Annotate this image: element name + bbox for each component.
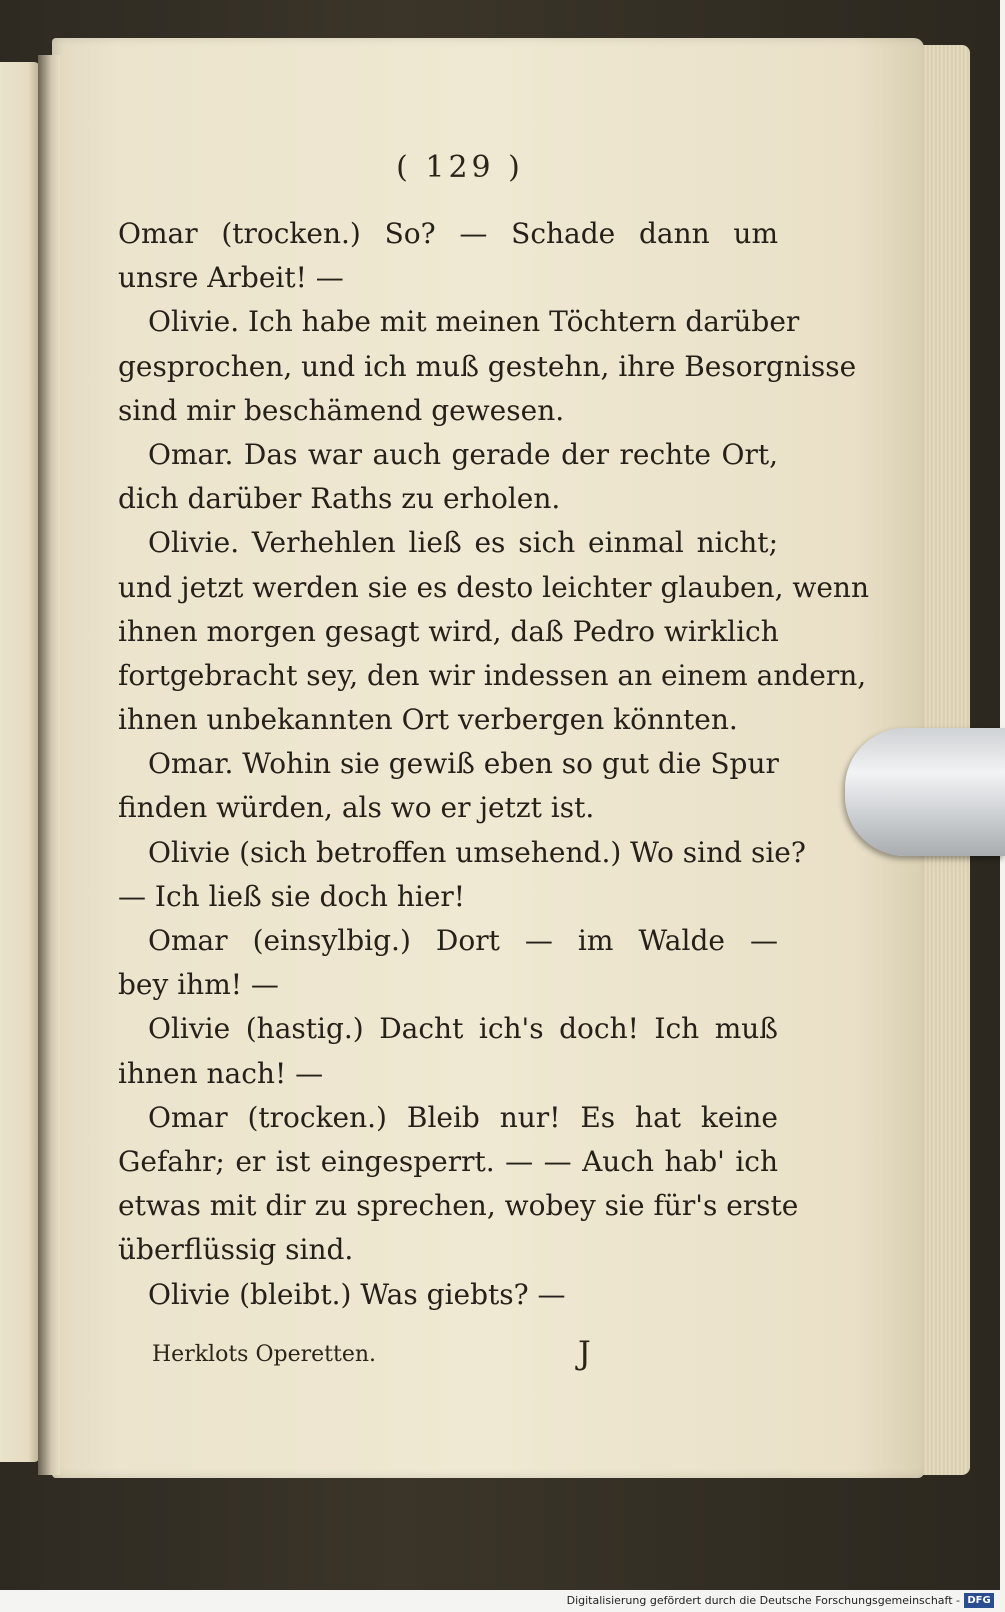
digitization-credit: Digitalisierung gefördert durch die Deutsche Forschungsgemeinschaft - bbox=[566, 1594, 960, 1607]
text-line: — Ich ließ sie doch hier! bbox=[118, 879, 466, 913]
signature-line: Herklots Operetten. bbox=[152, 1342, 376, 1367]
text-line: Olivie. Verhehlen ließ es sich einmal nicht; bbox=[148, 526, 778, 560]
page-text bbox=[118, 212, 869, 1317]
text-line: Gefahr; er ist eingesperrt. — — Auch hab' ich bbox=[118, 1144, 778, 1178]
page-number-header: ( 129 ) bbox=[396, 150, 524, 185]
text-line: Omar. Wohin sie gewiß eben so gut die Spur bbox=[148, 747, 779, 781]
text-line: Omar (trocken.) Bleib nur! Es hat keine bbox=[148, 1100, 778, 1134]
text-line: Omar (trocken.) So? — Schade dann um bbox=[118, 217, 778, 250]
text-line: etwas mit dir zu sprechen, wobey sie für's erste bbox=[118, 1189, 799, 1223]
text-line: Omar. Das war auch gerade der rechte Ort, bbox=[148, 437, 778, 471]
text-line: Omar (einsylbig.) Dort — im Walde — bbox=[148, 924, 778, 957]
text-line: ihnen morgen gesagt wird, daß Pedro wirklich bbox=[118, 614, 779, 648]
text-line: und jetzt werden sie es desto leichter glauben, wenn bbox=[118, 570, 869, 604]
text-line: fortgebracht sey, den wir indessen an einem andern, bbox=[118, 658, 867, 692]
text-line: gesprochen, und ich muß gestehn, ihre Besorgnisse bbox=[118, 349, 857, 383]
text-line: unsre Arbeit! — bbox=[118, 261, 344, 295]
text-line: Olivie. Ich habe mit meinen Töchtern darüber bbox=[148, 305, 800, 339]
text-line: Olivie (hastig.) Dacht ich's doch! Ich muß bbox=[148, 1012, 778, 1046]
text-line: Olivie (sich betroffen umsehend.) Wo sind sie? bbox=[148, 835, 806, 869]
signature-mark: J bbox=[578, 1334, 591, 1372]
text-line: ihnen nach! — bbox=[118, 1056, 324, 1090]
text-line: Olivie (bleibt.) Was giebts? — bbox=[148, 1277, 566, 1311]
text-line: sind mir beschämend gewesen. bbox=[118, 393, 565, 427]
facing-page-edge bbox=[0, 62, 40, 1462]
book-gutter bbox=[38, 55, 60, 1475]
dfg-logo: DFG bbox=[964, 1593, 994, 1608]
text-line: bey ihm! — bbox=[118, 968, 279, 1002]
text-line: dich darüber Raths zu erholen. bbox=[118, 482, 561, 516]
text-line: ihnen unbekannten Ort verbergen könnten. bbox=[118, 703, 738, 737]
bookmark-clip bbox=[845, 728, 1005, 856]
text-line: überflüssig sind. bbox=[118, 1233, 354, 1267]
text-line: finden würden, als wo er jetzt ist. bbox=[118, 791, 595, 825]
